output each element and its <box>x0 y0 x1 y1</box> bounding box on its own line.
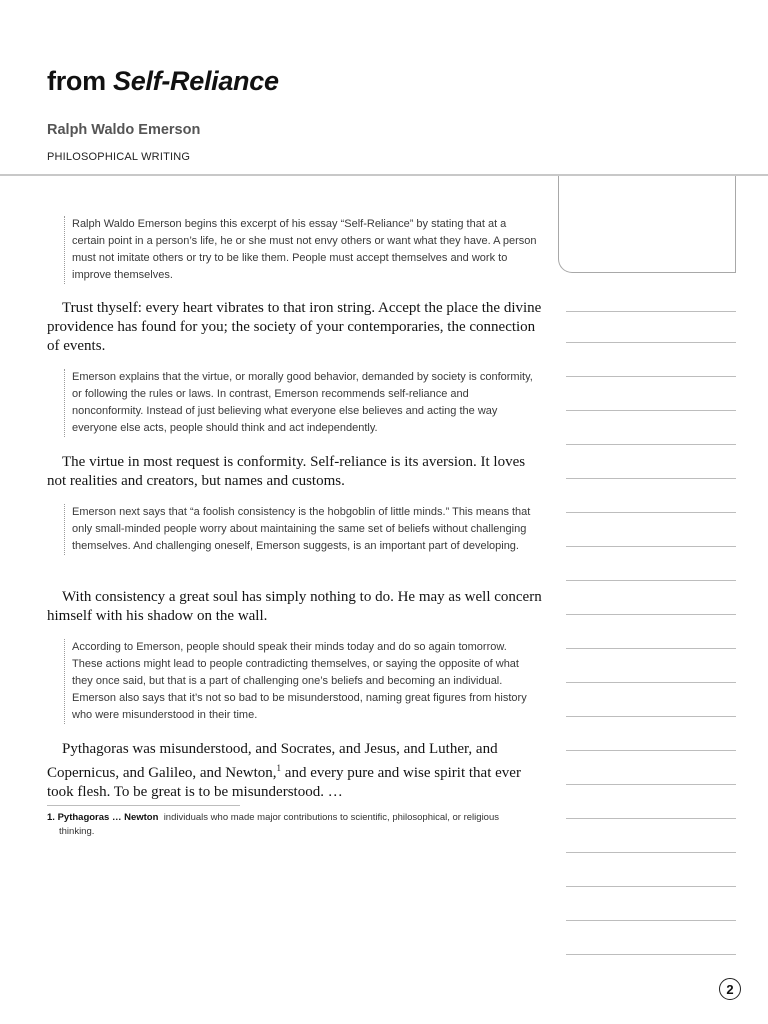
genre-label: PHILOSOPHICAL WRITING <box>47 151 191 163</box>
margin-note-line[interactable] <box>566 410 736 411</box>
summary-note: According to Emerson, people should speak their minds today and do so again tomorrow. These actions might lead to people contradicting themselves, or saying the opposite of what they once said, but that is a part of challenging one’s beliefs and becoming an individual. Emerson also says that it’s not so bad to be misunderstood, naming great figures from history who were misunderstood in their time. <box>64 639 538 724</box>
footnote-text: individuals who made major contributions to scientific, philosophical, or religious thinking. <box>59 812 499 837</box>
title-prefix: from <box>47 66 114 96</box>
footnote <box>47 811 519 839</box>
margin-note-line[interactable] <box>566 852 736 853</box>
margin-note-line[interactable] <box>566 614 736 615</box>
title-work: Self-Reliance <box>113 66 279 96</box>
footnote-term: Pythagoras … Newton <box>57 812 159 823</box>
margin-note-line[interactable] <box>566 750 736 751</box>
footnote-number: 1. <box>47 812 55 823</box>
passage-text-end: and every pure and wise spirit that ever took flesh. To be great is to be misunderstood. … <box>47 765 521 800</box>
essay-passage <box>47 740 547 802</box>
margin-note-line[interactable] <box>566 648 736 649</box>
essay-passage: The virtue in most request is conformity. Self-reliance is its aversion. It loves not realities and creators, but names and customs. <box>47 454 526 489</box>
essay-passage: With consistency a great soul has simply nothing to do. He may as well concern himself with his shadow on the wall. <box>47 589 542 624</box>
margin-note-line[interactable] <box>566 546 736 547</box>
margin-note-line[interactable] <box>566 478 736 479</box>
margin-note-line[interactable] <box>566 920 736 921</box>
margin-note-line[interactable] <box>566 954 736 955</box>
margin-note-line[interactable] <box>566 716 736 717</box>
summary-note: Emerson next says that “a foolish consistency is the hobgoblin of little minds.” This means that only small-minded people worry about maintaining the same set of beliefs without challenging themselves. And challenging oneself, Emerson suggests, is an important part of developing. <box>64 504 538 555</box>
page-number: 2 <box>719 978 741 1000</box>
margin-note-line[interactable] <box>566 784 736 785</box>
summary-note: Emerson explains that the virtue, or morally good behavior, demanded by society is conformity, or following the rules or laws. In contrast, Emerson recommends self-reliance and nonconformity. Instead of just believing what everyone else believes and acting the way everyone else acts, people should think and act independently. <box>64 369 538 437</box>
margin-note-line[interactable] <box>566 682 736 683</box>
margin-note-line[interactable] <box>566 311 736 312</box>
footnote-divider <box>47 805 240 806</box>
margin-note-line[interactable] <box>566 886 736 887</box>
margin-note-line[interactable] <box>566 818 736 819</box>
essay-passage: Trust thyself: every heart vibrates to that iron string. Accept the place the divine providence has found for you; the society of your contemporaries, the connection of events. <box>47 300 542 354</box>
summary-note: Ralph Waldo Emerson begins this excerpt of his essay “Self-Reliance” by stating that at a certain point in a person’s life, he or she must not envy others or want what they have. A person must not imitate others or try to be like them. People must accept themselves and work to improve themselves. <box>64 216 538 284</box>
margin-note-line[interactable] <box>566 580 736 581</box>
page-title <box>47 66 279 97</box>
margin-note-line[interactable] <box>566 512 736 513</box>
margin-note-line[interactable] <box>566 342 736 343</box>
author-name: Ralph Waldo Emerson <box>47 122 201 138</box>
margin-note-line[interactable] <box>566 444 736 445</box>
footnote-reference[interactable]: 1 <box>276 763 282 773</box>
passage-text: Pythagoras was misunderstood, and Socrates, and Jesus, and Luther, and Copernicus, and Galileo, and Newton, <box>47 741 498 781</box>
margin-note-box[interactable] <box>558 176 736 273</box>
margin-note-line[interactable] <box>566 376 736 377</box>
